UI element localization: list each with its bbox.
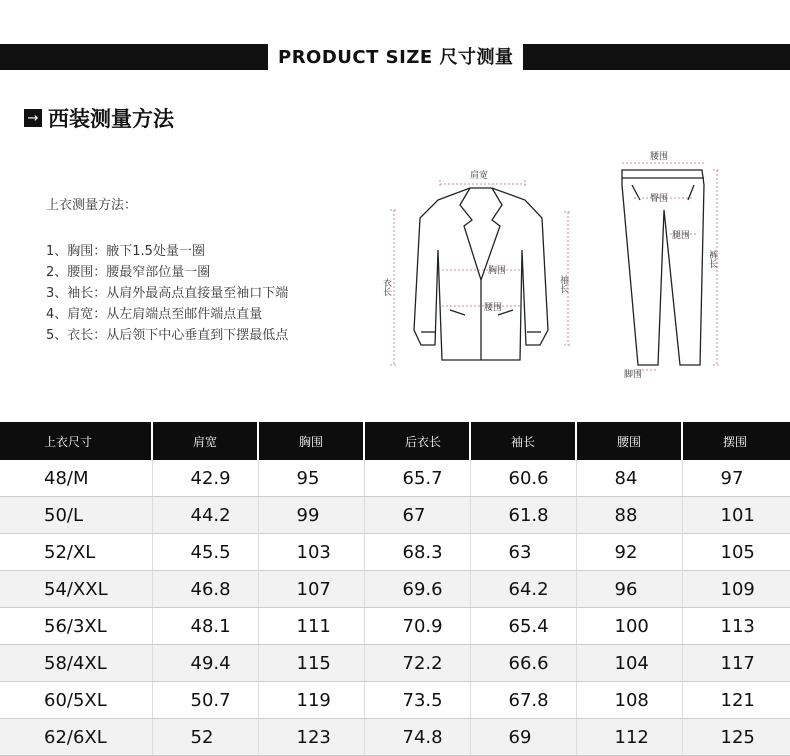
method-line-length: 5、衣长：从后领下中心垂直到下摆最低点 [46,328,289,343]
cell: 46.8 [152,571,258,608]
header-chest: 胸围 [258,422,364,460]
cell: 48/M [0,460,152,497]
cell: 72.2 [364,645,470,682]
measure-method [46,194,288,346]
cell: 50/L [0,497,152,534]
cell: 74.8 [364,719,470,756]
label-sleeve: 袖长 [558,275,568,293]
jacket-diagram [380,160,585,380]
table-row [0,682,790,719]
cell: 101 [682,497,790,534]
cell: 95 [258,460,364,497]
size-table [0,422,790,756]
table-row [0,571,790,608]
cell: 66.6 [470,645,576,682]
arrow-right-icon: → [24,109,42,127]
label-shoulder: 肩宽 [470,171,489,181]
pants-diagram [612,150,732,380]
table-row [0,719,790,756]
table-row [0,608,790,645]
cell: 52 [152,719,258,756]
table-header-row [0,422,790,460]
cell: 60.6 [470,460,576,497]
method-title: 上衣测量方法： [46,198,138,213]
header-waist: 腰围 [576,422,682,460]
cell: 73.5 [364,682,470,719]
label-length: 衣长 [381,278,391,296]
cell: 48.1 [152,608,258,645]
cell: 107 [258,571,364,608]
cell: 58/4XL [0,645,152,682]
cell: 84 [576,460,682,497]
label-waist: 腰围 [484,303,503,313]
cell: 109 [682,571,790,608]
cell: 100 [576,608,682,645]
section-title: 西装测量方法 [48,107,174,131]
cell: 45.5 [152,534,258,571]
cell: 52/XL [0,534,152,571]
cell: 65.4 [470,608,576,645]
cell: 67 [364,497,470,534]
header-hem: 摆围 [682,422,790,460]
table-row [0,460,790,497]
cell: 65.7 [364,460,470,497]
cell: 49.4 [152,645,258,682]
cell: 111 [258,608,364,645]
cell: 44.2 [152,497,258,534]
label-pants-waist: 腰围 [650,152,669,162]
cell: 54/XXL [0,571,152,608]
header-back-length: 后衣长 [364,422,470,460]
page-title: PRODUCT SIZE 尺寸测量 [268,44,523,70]
label-pants-length: 裤长 [707,250,717,268]
method-line-shoulder: 4、肩宽：从左肩端点至邮件端点直量 [46,307,263,322]
method-line-chest: 1、胸围：腋下1.5处量一圈 [46,244,205,259]
method-line-waist: 2、腰围：腰最窄部位量一圈 [46,265,211,280]
cell: 69 [470,719,576,756]
cell: 113 [682,608,790,645]
cell: 67.8 [470,682,576,719]
header-size: 上衣尺寸 [0,422,152,460]
cell: 103 [258,534,364,571]
cell: 108 [576,682,682,719]
cell: 70.9 [364,608,470,645]
cell: 97 [682,460,790,497]
cell: 50.7 [152,682,258,719]
cell: 117 [682,645,790,682]
cell: 56/3XL [0,608,152,645]
cell: 119 [258,682,364,719]
cell: 123 [258,719,364,756]
cell: 115 [258,645,364,682]
cell: 112 [576,719,682,756]
table-row [0,645,790,682]
cell: 60/5XL [0,682,152,719]
label-chest: 胸围 [488,266,507,276]
cell: 62/6XL [0,719,152,756]
method-line-sleeve: 3、袖长：从肩外最高点直接量至袖口下端 [46,286,289,301]
label-hem: 脚围 [624,370,643,380]
cell: 92 [576,534,682,571]
header-sleeve: 袖长 [470,422,576,460]
cell: 88 [576,497,682,534]
table-row [0,497,790,534]
label-hip: 臀围 [650,194,669,204]
cell: 64.2 [470,571,576,608]
cell: 104 [576,645,682,682]
cell: 99 [258,497,364,534]
header-shoulder: 肩宽 [152,422,258,460]
cell: 125 [682,719,790,756]
cell: 121 [682,682,790,719]
cell: 105 [682,534,790,571]
cell: 96 [576,571,682,608]
label-thigh: 腿围 [672,231,691,241]
section-heading [24,103,174,133]
cell: 61.8 [470,497,576,534]
cell: 63 [470,534,576,571]
cell: 68.3 [364,534,470,571]
table-row [0,534,790,571]
cell: 69.6 [364,571,470,608]
cell: 42.9 [152,460,258,497]
